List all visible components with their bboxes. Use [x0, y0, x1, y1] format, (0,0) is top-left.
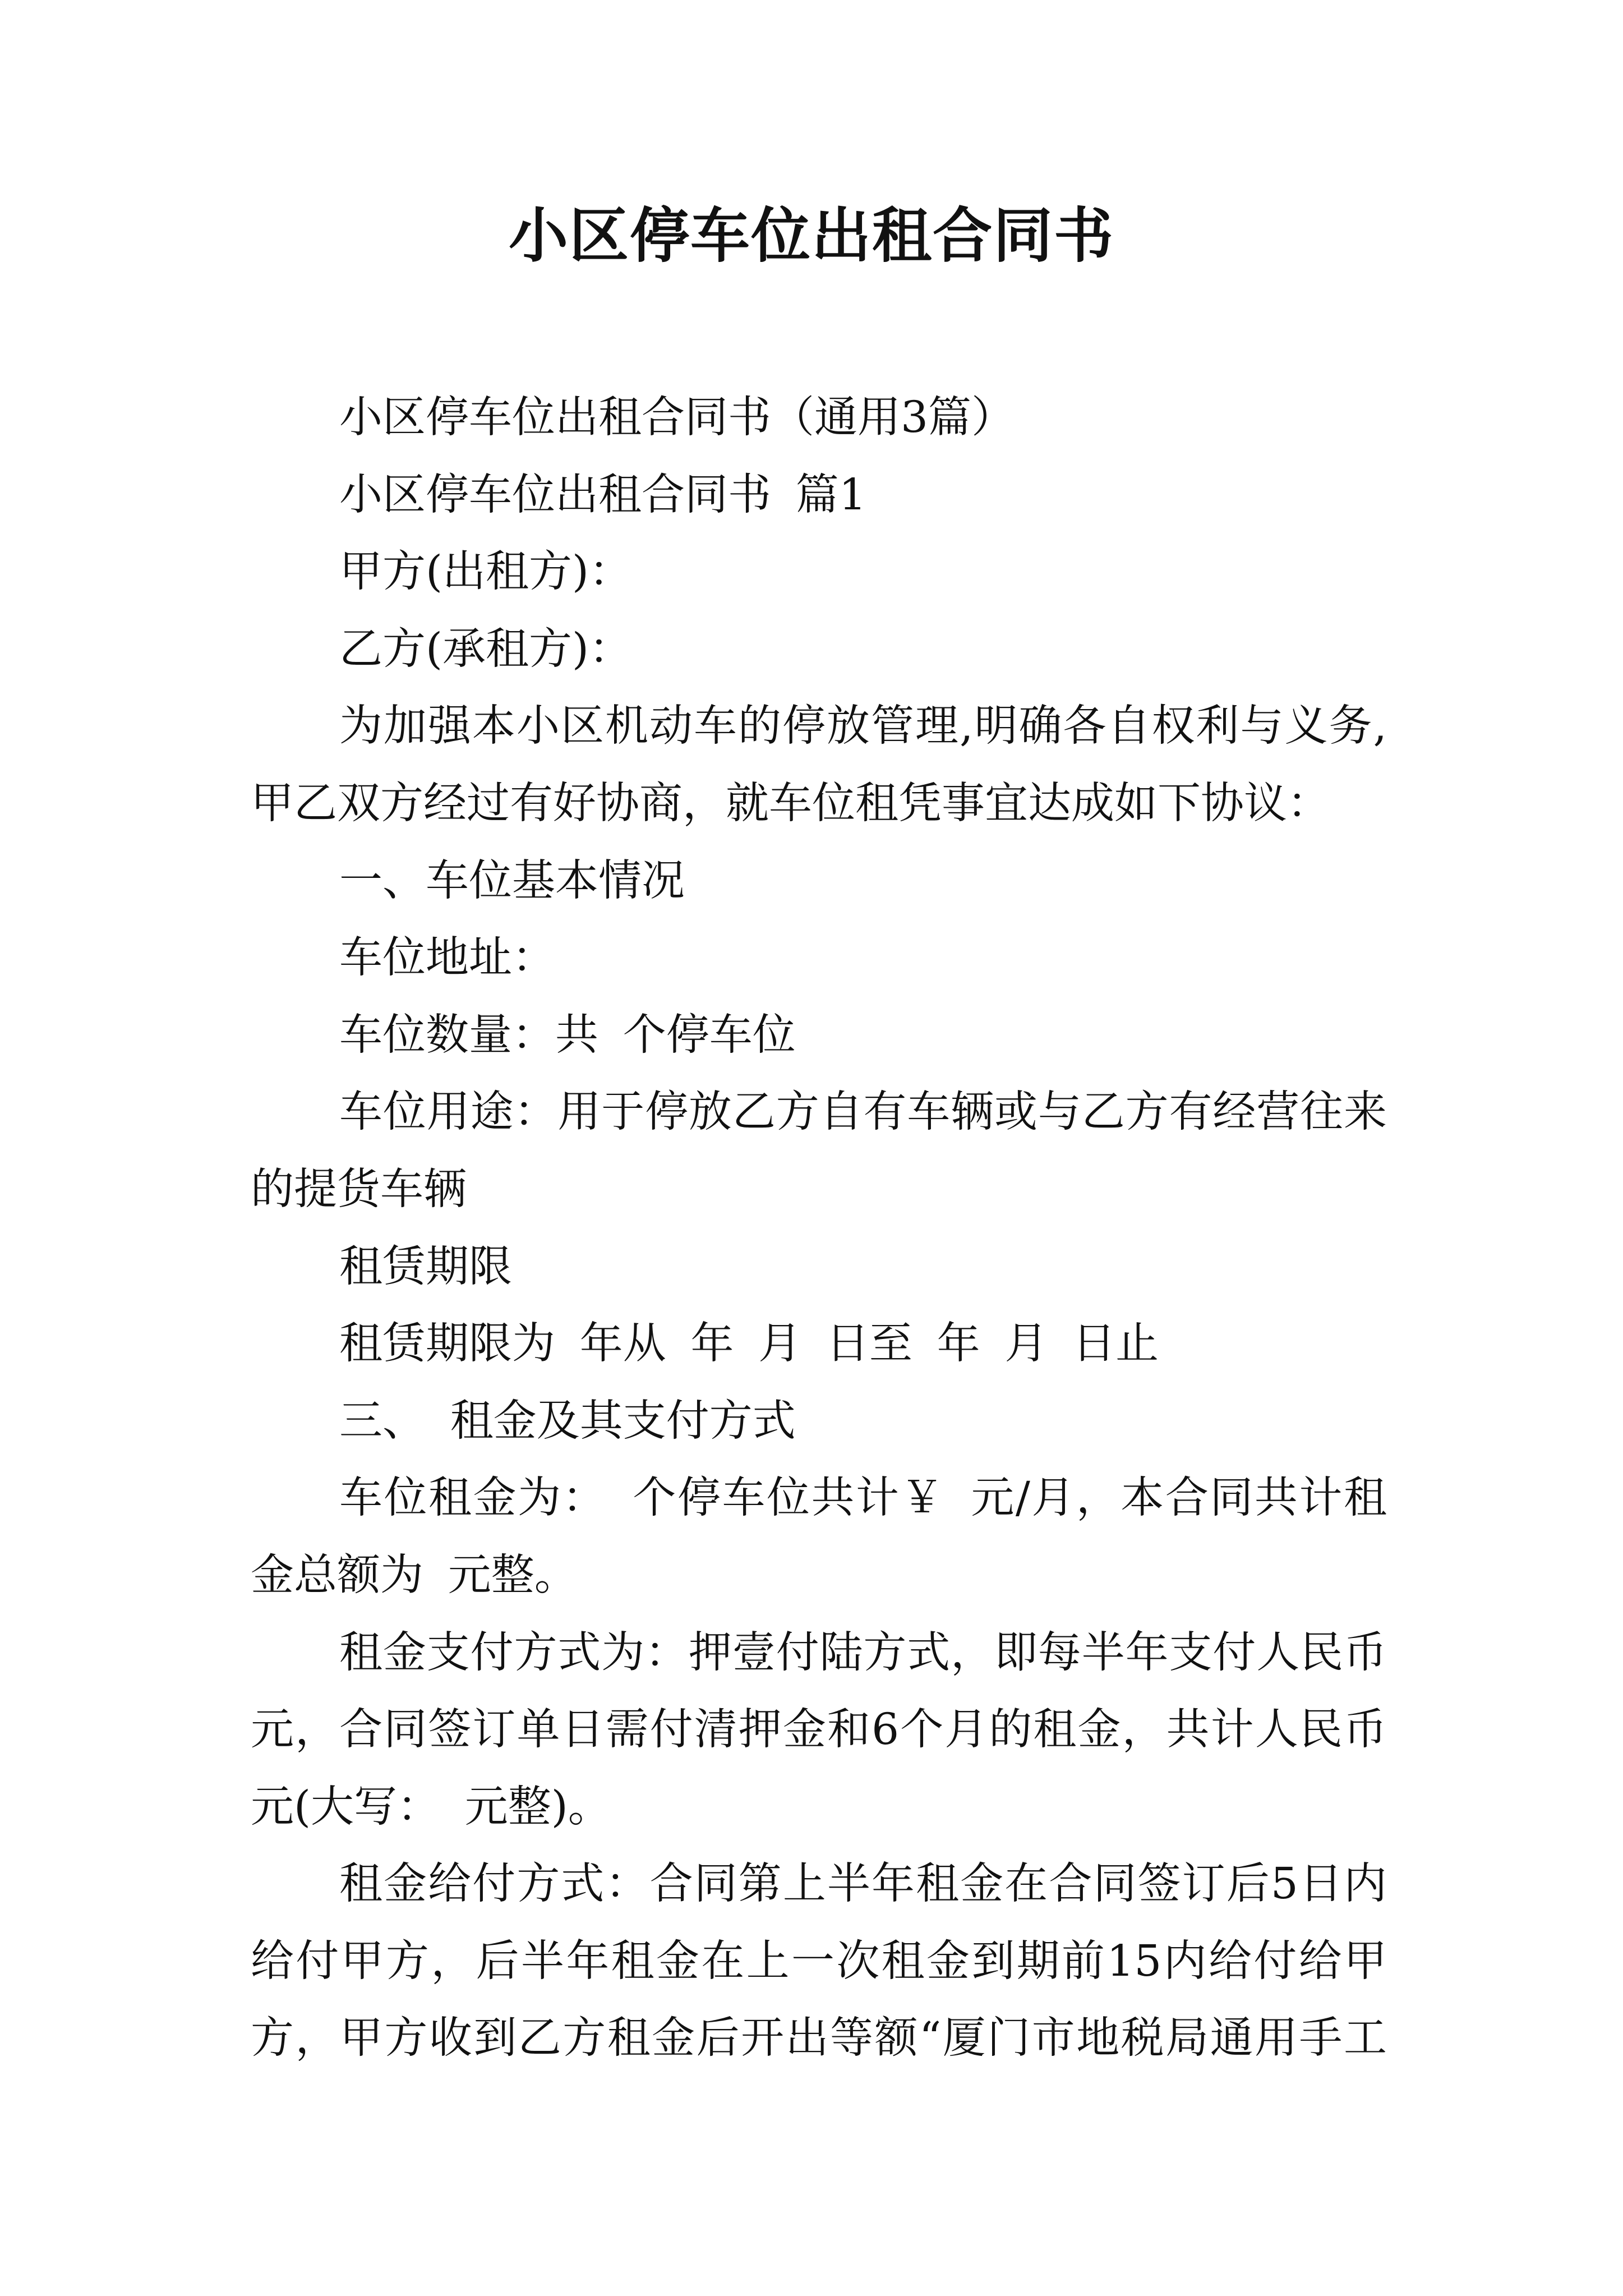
party-b-line: 乙方(承租方)： — [339, 624, 633, 674]
document-body — [251, 379, 1387, 2077]
paragraph-line: 车位数量：共 个停车位 — [339, 1010, 796, 1060]
paragraph-line: 方，甲方收到乙方租金后开出等额“厦门市地税局通用手工 — [251, 2013, 1387, 2064]
paragraph-line: 车位租金为： 个停车位共计￥ 元/月，本合同共计租 — [339, 1473, 1387, 1524]
document-title: 小区停车位出租合同书 — [509, 200, 1114, 270]
clause-heading: 租赁期限 — [339, 1241, 512, 1292]
paragraph-line: 元(大写： 元整)。 — [251, 1782, 611, 1832]
paragraph-line: 租金支付方式为：押壹付陆方式，即每半年支付人民币 — [339, 1627, 1387, 1678]
clause-heading: 一、车位基本情况 — [339, 855, 685, 906]
paragraph-line: 租赁期限为 年从 年 月 日至 年 月 日止 — [339, 1319, 1159, 1369]
paragraph-line: 为加强本小区机动车的停放管理,明确各自权利与义务, — [339, 701, 1387, 752]
party-a-line: 甲方(出租方)： — [339, 547, 633, 597]
paragraph-line: 金总额为 元整。 — [251, 1550, 578, 1600]
section-heading: 小区停车位出租合同书 篇1 — [339, 470, 866, 520]
subtitle-line: 小区停车位出租合同书（通用3篇） — [339, 393, 1015, 443]
paragraph-line: 给付甲方，后半年租金在上一次租金到期前15内给付给甲 — [251, 1936, 1387, 1986]
paragraph-line: 元，合同签订单日需付清押金和6个月的租金，共计人民币 — [251, 1705, 1387, 1755]
paragraph-line: 车位地址： — [339, 933, 555, 983]
paragraph-line: 车位用途：用于停放乙方自有车辆或与乙方有经营往来 — [339, 1087, 1387, 1138]
paragraph-line: 租金给付方式：合同第上半年租金在合同签订后5日内 — [339, 1859, 1387, 1910]
clause-heading: 三、 租金及其支付方式 — [339, 1396, 796, 1446]
paragraph-line: 的提货车辆 — [251, 1164, 467, 1214]
paragraph-line: 甲乙双方经过有好协商，就车位租凭事宜达成如下协议： — [251, 778, 1330, 829]
